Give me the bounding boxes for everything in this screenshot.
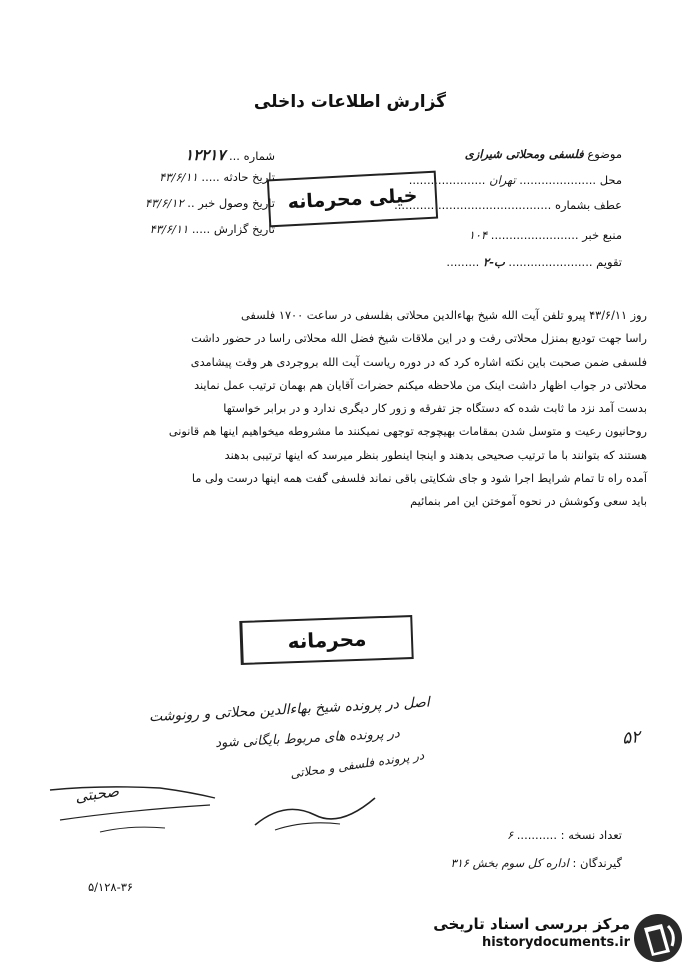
report-date-value: ۴۳/۶/۱۱ <box>149 222 189 236</box>
note-line-3: در پرونده فلسفی و محلاتی <box>289 748 426 781</box>
place-label: محل <box>599 173 622 187</box>
source-row: منبع خبر ........................ ۱۰۴ <box>468 228 622 242</box>
signature-scribble-left <box>40 770 230 840</box>
confidential-stamp-top <box>267 171 438 228</box>
event-date-value: ۴۳/۶/۱۱ <box>159 170 198 184</box>
report-title: گزارش اطلاعات داخلی <box>253 92 447 112</box>
place-row: محل ..................... تهران ..................... <box>408 173 622 187</box>
body-line-8: آمده راه تا تمام شرایط اجرا شود و جای شکایتی باقی نماند فلسفی گفت همه اینها درست ولی ما <box>191 472 647 486</box>
subject-row <box>362 147 622 161</box>
archive-logo-icon <box>632 912 684 964</box>
event-date-row: تاریخ حادثه ..... ۴۳/۶/۱۱ <box>159 170 275 184</box>
confidential-stamp-middle <box>239 615 413 665</box>
stamp-top-text: خیلی محرمانه <box>287 184 418 214</box>
body-line-7: هستند که بتوانند با ما ترتیب صحیحی بدهند و اینجا اینطور بنظر میرسد که اینها ترتیبی بدهند <box>224 448 647 462</box>
number-value: ۱۲۲۱۷ <box>185 146 226 164</box>
calendar-row: تقویم ....................... ب-۲ ......... <box>446 255 622 269</box>
receipt-date-value: ۴۳/۶/۱۲ <box>145 196 184 210</box>
body-line-1: روز ۴۳/۶/۱۱ پیرو تلفن آیت الله شیخ بهاءالدین محلاتی بفلسفی در ساعت ۱۷۰۰ فلسفی <box>240 309 647 322</box>
recipients-label: گیرندگان <box>580 856 622 870</box>
followup-label: عطف بشماره <box>554 198 622 212</box>
receipt-date-label: تاریخ وصول خبر <box>198 196 275 210</box>
source-value: ۱۰۴ <box>468 228 488 242</box>
report-date-row: تاریخ گزارش ..... ۴۳/۶/۱۱ <box>149 222 275 236</box>
copies-row: تعداد نسخه : ........... ۶ <box>506 828 622 842</box>
reference-number: ۵/۱۲۸-۳۶ <box>88 880 134 894</box>
recipients-row: گیرندگان : اداره کل سوم بخش ۳۱۶ <box>450 856 622 870</box>
calendar-value: ب-۲ <box>482 255 505 269</box>
body-line-4: محلاتی در جواب اظهار داشت اینک من ملاحظه میکنم حضرات آقایان هم بهمان ترتیب عمل نمایند <box>194 378 647 392</box>
place-value: تهران <box>489 173 516 187</box>
body-line-9: باید سعی وکوشش در نحوه آموختن این امر بنمائیم <box>410 495 647 509</box>
report-body <box>62 310 647 520</box>
followup-row: عطف بشماره ........................................... <box>394 198 622 212</box>
report-date-label: تاریخ گزارش <box>213 222 275 236</box>
calendar-label: تقویم <box>596 255 622 269</box>
subject-value: فلسفی ومحلاتی شیرازی <box>464 147 584 161</box>
event-date-label: تاریخ حادثه <box>223 170 275 184</box>
body-line-6: روحانیون رعیت و متوسل شدن بمقامات بهیچوجه توجهی نمیکنند ما مشروطه میخواهیم اینها هم قانونی <box>168 425 647 439</box>
number-row: شماره ... ۱۲۲۱۷ <box>185 146 275 164</box>
note-line-1: اصل در پرونده شیخ بهاءالدین محلاتی و رونوشت <box>148 694 431 726</box>
body-line-3: فلسفی ضمن صحبت باین نکته اشاره کرد که در دوره ریاست آیت الله بروجردی هر وقت پیشامدی <box>190 355 647 369</box>
signature-scribble-right <box>245 780 395 840</box>
signature-left: صحبتی <box>73 782 121 806</box>
number-label: شماره <box>243 149 275 163</box>
source-label: منبع خبر <box>582 228 622 242</box>
stamp-mid-text: محرمانه <box>287 626 367 654</box>
subject-label: موضوع <box>587 147 622 161</box>
recipients-value: اداره کل سوم بخش ۳۱۶ <box>450 856 569 870</box>
copies-label: تعداد نسخه <box>568 828 622 842</box>
body-line-5: بدست آمد نزد ما ثابت شده که دستگاه جز تفرقه و زور کار دیگری ندارد و در برابر خواستها <box>223 402 647 416</box>
body-line-2: راسا جهت تودیع بمنزل محلاتی رفت و در این ملاقات شیخ فضل الله محلاتی راسا در حضور داشت <box>191 332 647 346</box>
watermark <box>380 915 630 950</box>
note-line-2: در پرونده های مربوط بایگانی شود <box>214 726 401 752</box>
watermark-title: مرکز بررسی اسناد تاریخی <box>433 915 630 933</box>
margin-note: ۵۲ <box>621 727 642 749</box>
receipt-date-row: تاریخ وصول خبر .. ۴۳/۶/۱۲ <box>145 196 275 210</box>
copies-value: ۶ <box>506 828 514 842</box>
watermark-url: historydocuments.ir <box>481 935 630 950</box>
